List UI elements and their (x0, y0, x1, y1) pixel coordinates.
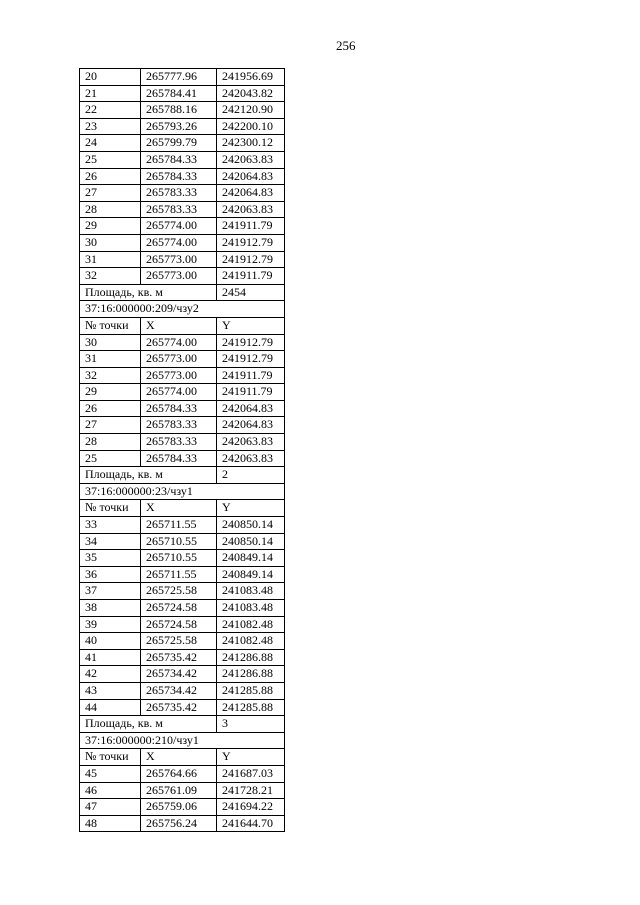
section-heading-row (80, 483, 285, 500)
table-row (80, 85, 285, 102)
column-header-row (80, 317, 285, 334)
y-coordinate-cell: 241083.48 (217, 600, 285, 617)
table-row (80, 583, 285, 600)
parcel-id-cell: 37:16:000000:210/чзу1 (80, 732, 285, 749)
table-row (80, 782, 285, 799)
y-coordinate-cell: 241911.79 (217, 384, 285, 401)
table-row (80, 682, 285, 699)
table-row (80, 234, 285, 251)
x-coordinate-cell: 265773.00 (141, 351, 217, 368)
x-coordinate-cell: 265773.00 (141, 251, 217, 268)
x-coordinate-cell: 265774.00 (141, 234, 217, 251)
table-row (80, 118, 285, 135)
parcel-id-cell: 37:16:000000:23/чзу1 (80, 483, 285, 500)
point-number-cell: 35 (80, 550, 141, 567)
point-number-cell: 48 (80, 815, 141, 832)
table-row (80, 102, 285, 119)
y-coordinate-cell: 241082.48 (217, 633, 285, 650)
y-coordinate-cell: 241694.22 (217, 799, 285, 816)
y-coordinate-cell: 241911.79 (217, 367, 285, 384)
y-coordinate-cell: 240849.14 (217, 550, 285, 567)
point-number-cell: 20 (80, 69, 141, 86)
point-number-cell: 32 (80, 367, 141, 384)
y-coordinate-cell: 241083.48 (217, 583, 285, 600)
section-heading-row (80, 732, 285, 749)
point-number-cell: 47 (80, 799, 141, 816)
table-row (80, 201, 285, 218)
point-number-cell: 31 (80, 251, 141, 268)
point-number-cell: 45 (80, 765, 141, 782)
y-coordinate-cell: 241912.79 (217, 351, 285, 368)
y-coordinate-cell: 241286.88 (217, 666, 285, 683)
y-coordinate-cell: 242063.83 (217, 151, 285, 168)
table-row (80, 135, 285, 152)
y-coordinate-cell: 242300.12 (217, 135, 285, 152)
point-number-cell: 40 (80, 633, 141, 650)
point-number-cell: 29 (80, 384, 141, 401)
y-coordinate-cell: 242120.90 (217, 102, 285, 119)
point-number-header: № точки (80, 749, 141, 766)
table-row (80, 168, 285, 185)
point-number-cell: 27 (80, 417, 141, 434)
column-header-row (80, 749, 285, 766)
table-row (80, 600, 285, 617)
y-coordinate-cell: 241912.79 (217, 234, 285, 251)
point-number-cell: 37 (80, 583, 141, 600)
table-row (80, 417, 285, 434)
x-coordinate-cell: 265710.55 (141, 550, 217, 567)
table-row (80, 666, 285, 683)
x-coordinate-cell: 265735.42 (141, 699, 217, 716)
point-number-cell: 39 (80, 616, 141, 633)
table-row (80, 517, 285, 534)
y-coordinate-cell: 242064.83 (217, 400, 285, 417)
table-row (80, 550, 285, 567)
point-number-cell: 28 (80, 434, 141, 451)
area-row (80, 467, 285, 484)
table-row (80, 69, 285, 86)
table-row (80, 185, 285, 202)
y-coordinate-cell: 241912.79 (217, 251, 285, 268)
point-number-cell: 31 (80, 351, 141, 368)
table-row (80, 400, 285, 417)
point-number-header: № точки (80, 317, 141, 334)
x-coordinate-cell: 265711.55 (141, 566, 217, 583)
point-number-cell: 25 (80, 450, 141, 467)
table-row (80, 218, 285, 235)
point-number-cell: 30 (80, 334, 141, 351)
coordinates-table-body (80, 69, 285, 832)
y-coordinate-cell: 241912.79 (217, 334, 285, 351)
x-coordinate-cell: 265783.33 (141, 417, 217, 434)
section-heading-row (80, 301, 285, 318)
table-row (80, 434, 285, 451)
table-row (80, 268, 285, 285)
x-coordinate-cell: 265777.96 (141, 69, 217, 86)
table-row (80, 151, 285, 168)
x-header: X (141, 317, 217, 334)
point-number-cell: 32 (80, 268, 141, 285)
x-coordinate-cell: 265788.16 (141, 102, 217, 119)
point-number-cell: 38 (80, 600, 141, 617)
point-number-cell: 30 (80, 234, 141, 251)
x-coordinate-cell: 265783.33 (141, 434, 217, 451)
point-number-cell: 24 (80, 135, 141, 152)
x-coordinate-cell: 265735.42 (141, 649, 217, 666)
x-coordinate-cell: 265773.00 (141, 268, 217, 285)
area-value-cell: 2454 (217, 284, 285, 301)
x-coordinate-cell: 265783.33 (141, 201, 217, 218)
table-row (80, 533, 285, 550)
x-coordinate-cell: 265784.33 (141, 151, 217, 168)
point-number-cell: 46 (80, 782, 141, 799)
x-coordinate-cell: 265774.00 (141, 334, 217, 351)
area-value-cell: 3 (217, 716, 285, 733)
x-coordinate-cell: 265756.24 (141, 815, 217, 832)
area-label-cell: Площадь, кв. м (80, 467, 217, 484)
point-number-cell: 43 (80, 682, 141, 699)
y-coordinate-cell: 241644.70 (217, 815, 285, 832)
y-coordinate-cell: 242063.83 (217, 434, 285, 451)
x-coordinate-cell: 265784.33 (141, 450, 217, 467)
area-value-cell: 2 (217, 467, 285, 484)
x-coordinate-cell: 265784.41 (141, 85, 217, 102)
x-coordinate-cell: 265774.00 (141, 218, 217, 235)
x-coordinate-cell: 265725.58 (141, 583, 217, 600)
point-number-cell: 44 (80, 699, 141, 716)
point-number-cell: 33 (80, 517, 141, 534)
y-coordinate-cell: 241286.88 (217, 649, 285, 666)
y-coordinate-cell: 241285.88 (217, 682, 285, 699)
point-number-cell: 22 (80, 102, 141, 119)
x-coordinate-cell: 265764.66 (141, 765, 217, 782)
table-row (80, 815, 285, 832)
x-coordinate-cell: 265724.58 (141, 600, 217, 617)
table-row (80, 566, 285, 583)
x-coordinate-cell: 265784.33 (141, 400, 217, 417)
table-row (80, 649, 285, 666)
x-coordinate-cell: 265761.09 (141, 782, 217, 799)
x-coordinate-cell: 265710.55 (141, 533, 217, 550)
point-number-cell: 34 (80, 533, 141, 550)
table-row (80, 616, 285, 633)
point-number-header: № точки (80, 500, 141, 517)
y-coordinate-cell: 242200.10 (217, 118, 285, 135)
point-number-cell: 36 (80, 566, 141, 583)
area-row (80, 716, 285, 733)
y-coordinate-cell: 242063.83 (217, 450, 285, 467)
area-label-cell: Площадь, кв. м (80, 716, 217, 733)
y-coordinate-cell: 241687.03 (217, 765, 285, 782)
y-coordinate-cell: 240850.14 (217, 517, 285, 534)
y-coordinate-cell: 242064.83 (217, 185, 285, 202)
x-coordinate-cell: 265734.42 (141, 682, 217, 699)
x-coordinate-cell: 265711.55 (141, 517, 217, 534)
page-number: 256 (336, 38, 356, 53)
y-header: Y (217, 500, 285, 517)
coordinates-table (79, 68, 285, 832)
area-row (80, 284, 285, 301)
y-header: Y (217, 749, 285, 766)
y-coordinate-cell: 242043.82 (217, 85, 285, 102)
y-coordinate-cell: 240850.14 (217, 533, 285, 550)
table-row (80, 384, 285, 401)
x-coordinate-cell: 265724.58 (141, 616, 217, 633)
parcel-id-cell: 37:16:000000:209/чзу2 (80, 301, 285, 318)
area-label-cell: Площадь, кв. м (80, 284, 217, 301)
x-coordinate-cell: 265783.33 (141, 185, 217, 202)
x-coordinate-cell: 265734.42 (141, 666, 217, 683)
x-header: X (141, 500, 217, 517)
table-row (80, 334, 285, 351)
y-coordinate-cell: 240849.14 (217, 566, 285, 583)
point-number-cell: 27 (80, 185, 141, 202)
point-number-cell: 41 (80, 649, 141, 666)
table-row (80, 765, 285, 782)
x-coordinate-cell: 265774.00 (141, 384, 217, 401)
y-coordinate-cell: 242064.83 (217, 417, 285, 434)
table-row (80, 367, 285, 384)
table-row (80, 699, 285, 716)
y-header: Y (217, 317, 285, 334)
x-header: X (141, 749, 217, 766)
y-coordinate-cell: 241956.69 (217, 69, 285, 86)
x-coordinate-cell: 265793.26 (141, 118, 217, 135)
x-coordinate-cell: 265725.58 (141, 633, 217, 650)
table-row (80, 251, 285, 268)
y-coordinate-cell: 241911.79 (217, 218, 285, 235)
x-coordinate-cell: 265799.79 (141, 135, 217, 152)
point-number-cell: 26 (80, 168, 141, 185)
y-coordinate-cell: 241728.21 (217, 782, 285, 799)
y-coordinate-cell: 242063.83 (217, 201, 285, 218)
table-row (80, 633, 285, 650)
x-coordinate-cell: 265759.06 (141, 799, 217, 816)
y-coordinate-cell: 241911.79 (217, 268, 285, 285)
x-coordinate-cell: 265784.33 (141, 168, 217, 185)
x-coordinate-cell: 265773.00 (141, 367, 217, 384)
y-coordinate-cell: 242064.83 (217, 168, 285, 185)
point-number-cell: 25 (80, 151, 141, 168)
point-number-cell: 28 (80, 201, 141, 218)
point-number-cell: 29 (80, 218, 141, 235)
point-number-cell: 42 (80, 666, 141, 683)
column-header-row (80, 500, 285, 517)
point-number-cell: 26 (80, 400, 141, 417)
y-coordinate-cell: 241285.88 (217, 699, 285, 716)
point-number-cell: 21 (80, 85, 141, 102)
y-coordinate-cell: 241082.48 (217, 616, 285, 633)
table-row (80, 351, 285, 368)
table-row (80, 799, 285, 816)
table-row (80, 450, 285, 467)
point-number-cell: 23 (80, 118, 141, 135)
